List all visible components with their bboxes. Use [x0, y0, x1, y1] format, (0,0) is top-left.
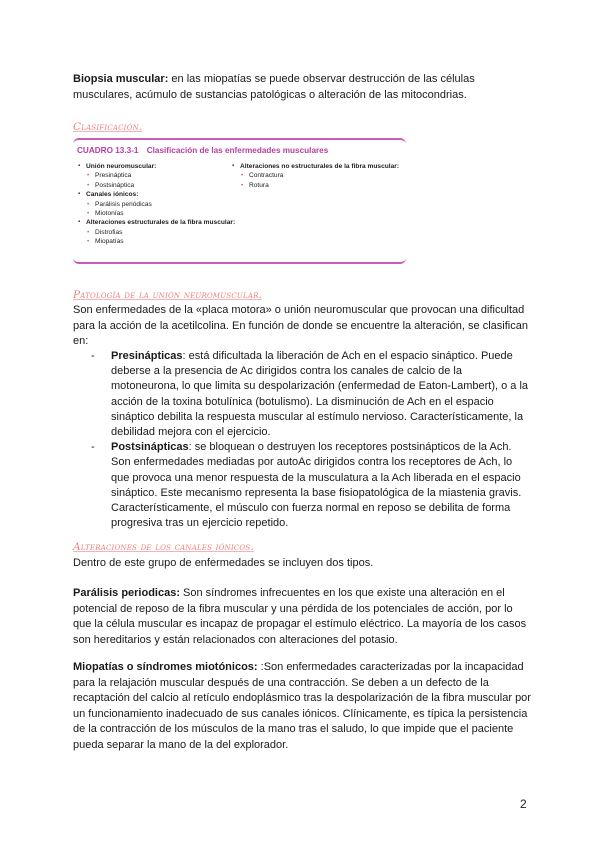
list-subitem: • Rotura	[231, 181, 401, 190]
list-dash: -	[91, 350, 95, 362]
page-number: 2	[520, 797, 527, 811]
list-item: ▪ Alteraciones no estructurales de la fibra muscular:	[231, 162, 401, 171]
paralisis-paragraph	[73, 586, 533, 648]
list-dash: -	[91, 441, 95, 454]
list-subitem: • Presináptica	[77, 171, 237, 180]
biopsia-paragraph	[73, 72, 533, 103]
table-number: CUADRO 13.3-1	[77, 146, 139, 155]
miopatias-paragraph	[73, 660, 533, 754]
table-title	[77, 146, 328, 155]
postsinapticas-term: Postsinápticas	[111, 441, 189, 454]
table-column-left	[77, 162, 237, 247]
clasificacion-heading: Clasificación.	[73, 121, 143, 133]
presinapticas-text: : está dificultada la liberación de Ach en el espacio sináptico. Puede deberse a la presencia de Ac dirigidos contra los canales de calcio de la motoneurona, lo que limita su despolarización (enfermedad de Eaton-Lambert), o a la acción de la toxina botulínica (botulismo). La disminución de Ach en el espacio sináptico debilita la respuesta muscular al estímulo nervioso. Característicamente, la debilidad mejora con el ejercicio.	[111, 350, 529, 439]
list-item: ▪ Canales iónicos:	[77, 190, 237, 199]
presinapticas-term: Presinápticas	[111, 350, 183, 362]
canales-heading: Alteraciones de los canales iónicos.	[73, 541, 254, 553]
table-caption: Clasificación de las enfermedades musculares	[146, 146, 329, 155]
miopatias-term: Miopatías o síndromes miotónicos:	[73, 661, 258, 673]
canales-intro: Dentro de este grupo de enfermedades se incluyen dos tipos.	[73, 557, 374, 569]
postsinapticas-text: : se bloquean o destruyen los receptores postsinápticos de la Ach. Son enfermedades mediadas por autoAc dirigidos contra los receptores de Ach, lo que provoca una menor respuesta de la musculatura a la Ach liberada en el espacio sináptico. Este mecanismo representa la base fisiopatológica de la miastenia gravis. Característicamente, el músculo con fuerza normal en reposo se debilita de forma progresiva tras un ejercicio repetido.	[111, 441, 522, 530]
list-subitem: • Postsináptica	[77, 181, 237, 190]
list-subitem: • Distrofias	[77, 228, 237, 237]
list-subitem: • Miopatías	[77, 237, 237, 246]
union-heading: Patología de la unión neuromuscular.	[73, 289, 263, 301]
union-intro: Son enfermedades de la «placa motora» o unión neuromuscular que provocan una dificultad para la acción de la acetilcolina. En función de donde se encuentre la alteración, se clasifican en:	[73, 304, 528, 348]
table-column-right	[231, 162, 401, 190]
biopsia-text: en las miopatías se puede observar destrucción de las células musculares, acúmulo de sustancias patológicas o alteración de las mitocondrias.	[73, 73, 475, 101]
list-item	[91, 349, 531, 440]
classification-table	[73, 138, 406, 264]
list-item: ▪ Unión neuromuscular:	[77, 162, 237, 171]
biopsia-term: Biopsia muscular:	[73, 73, 169, 85]
list-item: ▪ Alteraciones estructurales de la fibra muscular:	[77, 218, 237, 227]
list-item	[91, 440, 531, 531]
union-list	[91, 349, 531, 531]
list-subitem: • Miotonías	[77, 209, 237, 218]
paralisis-term: Parálisis periodicas:	[73, 587, 180, 599]
paralisis-text: Son síndromes infrecuentes en los que existe una alteración en el potencial de reposo de la fibra muscular y una pérdida de los potenciales de acción, por lo que la célula muscular es incapaz de propagar el estímulo eléctrico. La mayoría de los casos son hereditarios y están relacionados con alteraciones del potasio.	[73, 587, 527, 646]
list-subitem: • Parálisis periódicas	[77, 200, 237, 209]
miopatias-text: :Son enfermedades caracterizadas por la incapacidad para la relajación muscular después de una contracción. Se deben a un defecto de la recaptación del calcio al retículo endoplásmico tras la despolarización de la fibra muscular por un funcionamiento inadecuado de sus canales iónicos. Clínicamente, es típica la persistencia de la contracción de los músculos de la mano tras el saludo, lo que impide que el paciente pueda separar la mano de la del explorador.	[73, 661, 531, 751]
list-subitem: • Contractura	[231, 171, 401, 180]
